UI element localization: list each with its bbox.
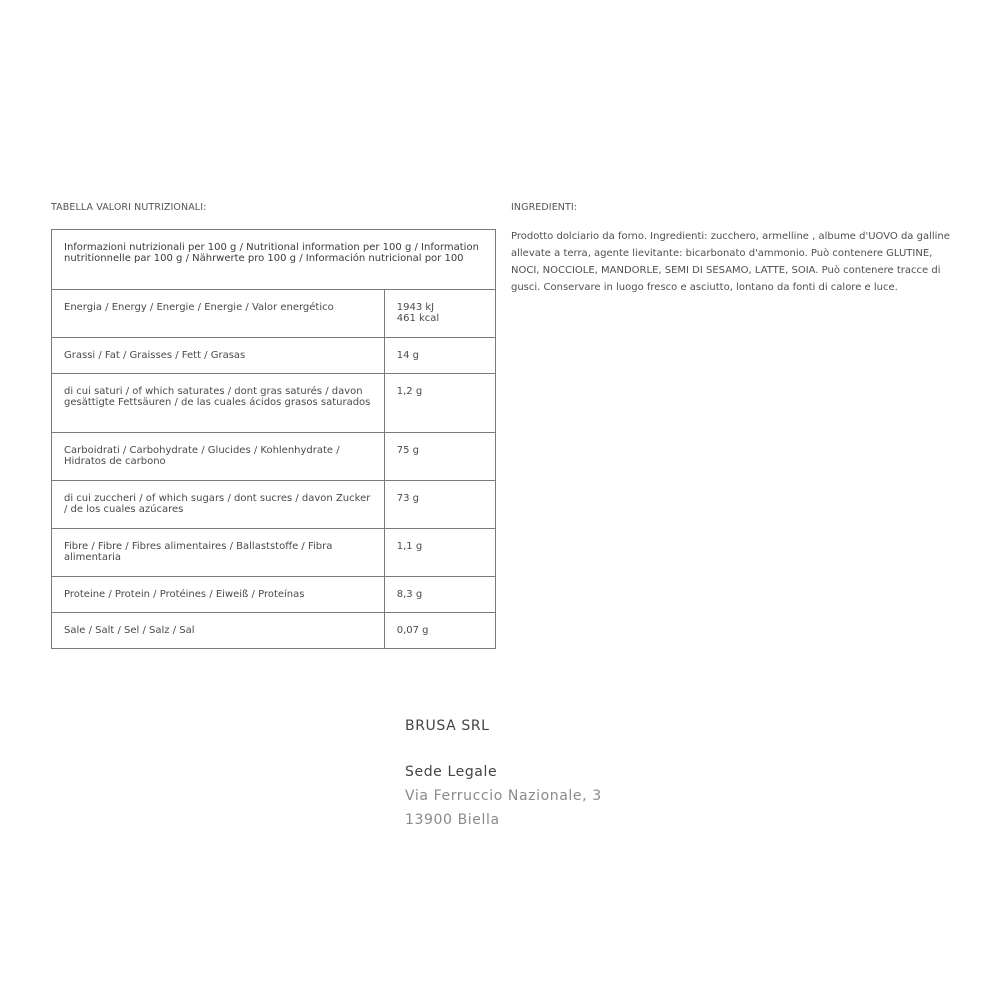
- table-row: [52, 374, 496, 433]
- nutrient-value-kcal: 461 kcal: [396, 313, 440, 324]
- table-row: [52, 481, 496, 529]
- nutrition-header-cell: [52, 230, 496, 290]
- nutrition-header-text: Informazioni nutrizionali per 100 g / Nutritional information per 100 g / Information nutritionnelle par 100 g / Nährwerte pro 100 g / Información nutricional por 100: [64, 242, 479, 264]
- nutrient-label: Grassi / Fat / Graisses / Fett / Grasas: [64, 350, 246, 361]
- nutrient-label-cell: [52, 433, 385, 481]
- nutrient-value: 75 g: [396, 445, 419, 456]
- table-row: [52, 529, 496, 577]
- table-row: [52, 613, 496, 649]
- nutrient-label-cell: [52, 481, 385, 529]
- nutrient-value-cell: [384, 577, 495, 613]
- nutrient-label-cell: [52, 577, 385, 613]
- nutrient-value: 0,07 g: [396, 625, 429, 636]
- nutrient-label: Energia / Energy / Energie / Energie / Valor energético: [64, 302, 334, 313]
- nutrient-value-cell: [384, 529, 495, 577]
- nutrient-label-cell: [52, 338, 385, 374]
- nutrient-label: Proteine / Protein / Protéines / Eiweiß / Proteínas: [64, 589, 305, 600]
- ingredients-text: Prodotto dolciario da forno. Ingredienti: zucchero, armelline , albume d'UOVO da galline allevate a terra, agente lievitante: bicarbonato d'ammonio. Può contenere GLUTINE, NOCI, NOCCIOLE, MANDORLE, SEMI DI SESAMO, LATTE, SOIA. Può contenere tracce di gusci. Conservare in luogo fresco e asciutto, lontano da fonti di calore e luce.: [511, 231, 950, 293]
- table-row: [52, 577, 496, 613]
- table-row: [52, 338, 496, 374]
- nutrient-value: 8,3 g: [396, 589, 423, 600]
- nutrient-label: di cui saturi / of which saturates / dont gras saturés / davon gesättigte Fettsäuren / de las cuales ácidos grasos saturados: [64, 386, 371, 408]
- nutrient-label: Carboidrati / Carbohydrate / Glucides / Kohlenhydrate / Hidratos de carbono: [64, 445, 340, 467]
- nutrient-value: 1,2 g: [396, 386, 423, 397]
- nutrient-value-cell: [384, 613, 495, 649]
- nutrient-label-cell: [52, 529, 385, 577]
- nutrient-value-cell: [384, 338, 495, 374]
- nutrient-label-cell: [52, 374, 385, 433]
- nutrient-label: di cui zuccheri / of which sugars / dont sucres / davon Zucker / de los cuales azúcares: [64, 493, 371, 515]
- address-street: Via Ferruccio Nazionale, 3: [405, 788, 602, 804]
- nutrient-value: 14 g: [396, 350, 419, 361]
- company-name: BRUSA SRL: [405, 718, 490, 734]
- nutrient-label-cell: [52, 290, 385, 338]
- nutrition-table: [51, 229, 496, 649]
- table-row: [52, 433, 496, 481]
- nutrient-value-cell: [384, 290, 495, 338]
- address-city: 13900 Biella: [405, 812, 500, 828]
- nutrient-value-kj: 1943 kJ: [396, 302, 435, 313]
- nutrient-label-cell: [52, 613, 385, 649]
- company-info: [405, 714, 602, 832]
- nutrition-header-row: [52, 230, 496, 290]
- nutrient-value: 73 g: [396, 493, 419, 504]
- registered-office-label: Sede Legale: [405, 764, 498, 780]
- nutrient-value-cell: [384, 433, 495, 481]
- nutrient-value-cell: [384, 481, 495, 529]
- nutrient-label: Fibre / Fibre / Fibres alimentaires / Ballaststoffe / Fibra alimentaria: [64, 541, 333, 563]
- nutrition-table-title: TABELLA VALORI NUTRIZIONALI:: [51, 202, 207, 213]
- nutrient-value: 1,1 g: [396, 541, 423, 552]
- nutrient-value-cell: [384, 374, 495, 433]
- table-row: [52, 290, 496, 338]
- ingredients-title: INGREDIENTI:: [511, 202, 578, 213]
- nutrient-label: Sale / Salt / Sel / Salz / Sal: [64, 625, 195, 636]
